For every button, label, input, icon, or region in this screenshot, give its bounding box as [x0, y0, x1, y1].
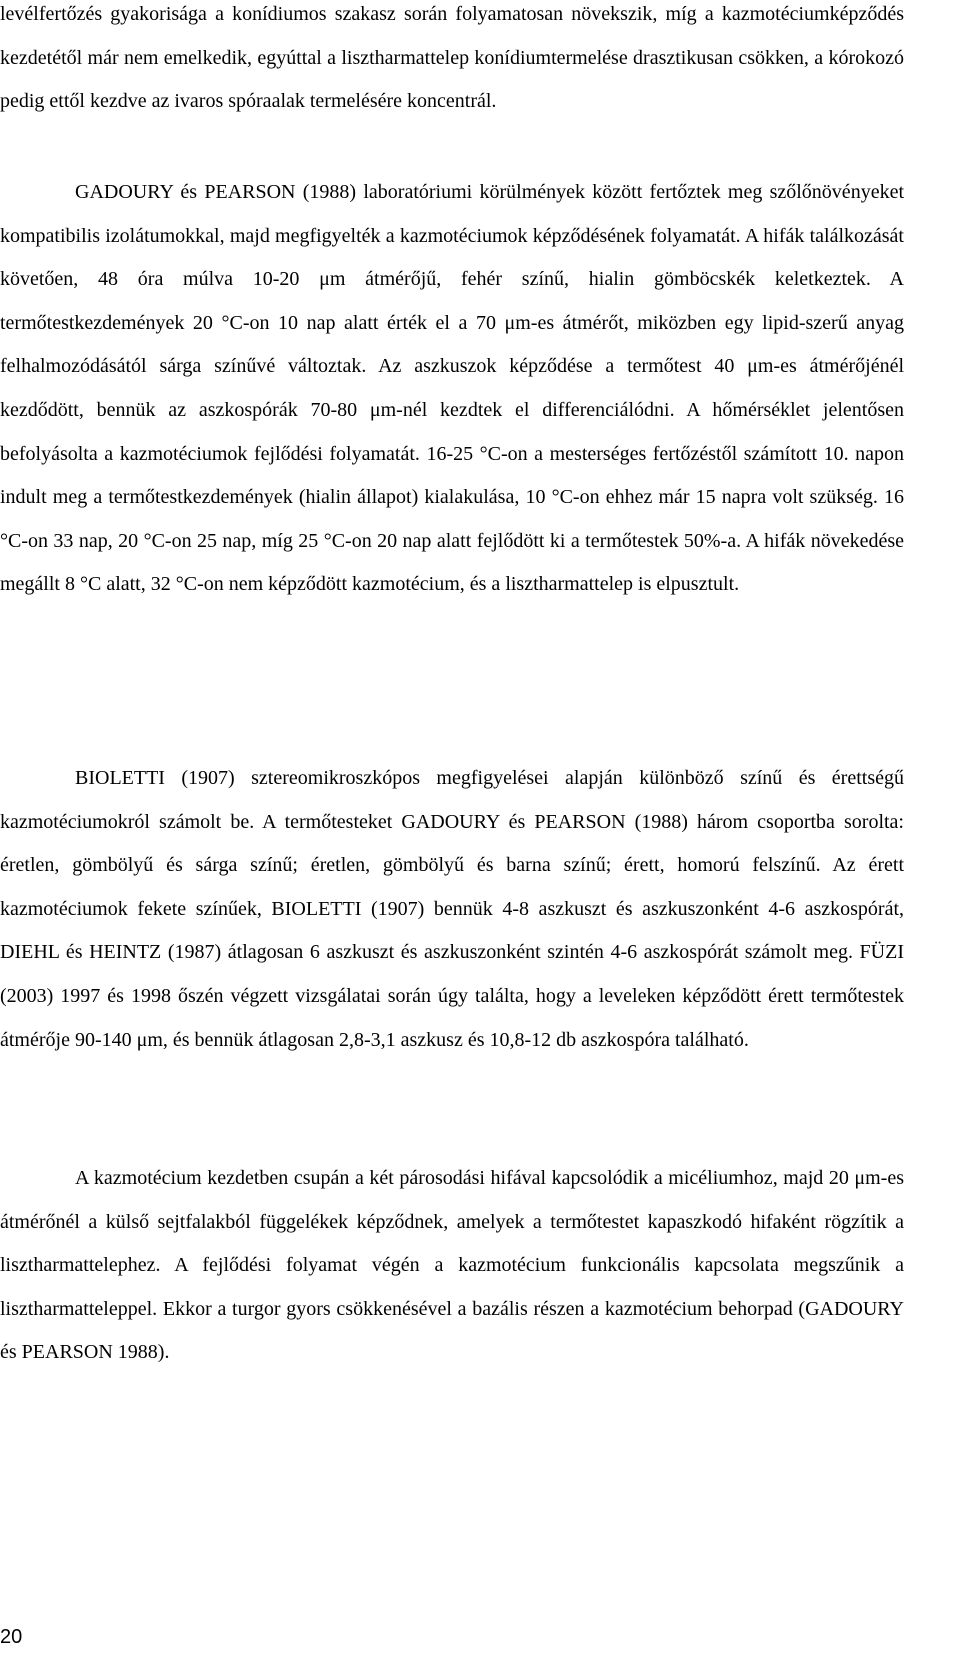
paragraph-gadoury-pearson: GADOURY és PEARSON (1988) laboratóriumi körülmények között fertőztek meg szőlőnövényeket kompatibilis izolátumokkal, majd megfigyelték a kazmotéciumok képződésének folyamatát. A hifák találkozását követően, 48 óra múlva 10-20 μm átmérőjű, fehér színű, hialin gömböcskék keletkeztek. A termőtestkezdemények 20 °C-on 10 nap alatt érték el a 70 μm-es átmérőt, miközben egy lipid-szerű anyag felhalmozódásától sárga színűvé változtak. Az aszkuszok képződése a termőtest 40 μm-es átmérőjénél kezdődött, bennük az aszkospórák 70-80 μm-nél kezdtek el differenciálódni. A hőmérséklet jelentősen befolyásolta a kazmotéciumok fejlődési folyamatát. 16-25 °C-on a mesterséges fertőzéstől számított 10. napon indult meg a termőtestkezdemények (hialin állapot) kialakulása, 10 °C-on ehhez már 15 napra volt szükség. 16 °C-on 33 nap, 20 °C-on 25 nap, míg 25 °C-on 20 nap alatt fejlődött ki a termőtestek 50%-a. A hifák növekedése megállt 8 °C alatt, 32 °C-on nem képződött kazmotécium, és a lisztharmattelep is elpusztult.	[0, 181, 904, 596]
paragraph-bioletti: BIOLETTI (1907) sztereomikroszkópos megfigyelései alapján különböző színű és érettségű kazmotéciumokról számolt be. A termőtesteket GADOURY és PEARSON (1988) három csoportba sorolta: éretlen, gömbölyű és sárga színű; éretlen, gömbölyű és barna színű; érett, homorú felszínű. Az érett kazmotéciumok fekete színűek, BIOLETTI (1907) bennük 4-8 aszkuszt és aszkuszonként 4-6 aszkospórát, DIEHL és HEINTZ (1987) átlagosan 6 aszkuszt és aszkuszonként szintén 4-6 aszkospórát számolt meg. FÜZI (2003) 1997 és 1998 őszén végzett vizsgálatai során úgy találta, hogy a leveleken képződött érett termőtestek átmérője 90-140 μm, és bennük átlagosan 2,8-3,1 aszkusz és 10,8-12 db aszkospóra található.	[0, 767, 904, 1051]
paragraph-kazmotecium: A kazmotécium kezdetben csupán a két párosodási hifával kapcsolódik a micéliumhoz, majd 20 μm-es átmérőnél a külső sejtfalakból függelékek képződnek, amelyek a termőtestet kapaszkodó hifaként rögzítik a lisztharmattelephez. A fejlődési folyamat végén a kazmotécium funkcionális kapcsolata megszűnik a lisztharmatteleppel. Ekkor a turgor gyors csökkenésével a bazális részen a kazmotécium behorpad (GADOURY és PEARSON 1988).	[0, 1167, 904, 1364]
paragraph-continuation: levélfertőzés gyakorisága a konídiumos szakasz során folyamatosan növekszik, míg a kazmotéciumképződés kezdetétől már nem emelkedik, egyúttal a lisztharmattelep konídiumtermelése drasztikusan csökken, a kórokozó pedig ettől kezdve az ivaros spóraalak termelésére koncentrál.	[0, 3, 904, 113]
page-number: 20	[0, 1626, 23, 1648]
